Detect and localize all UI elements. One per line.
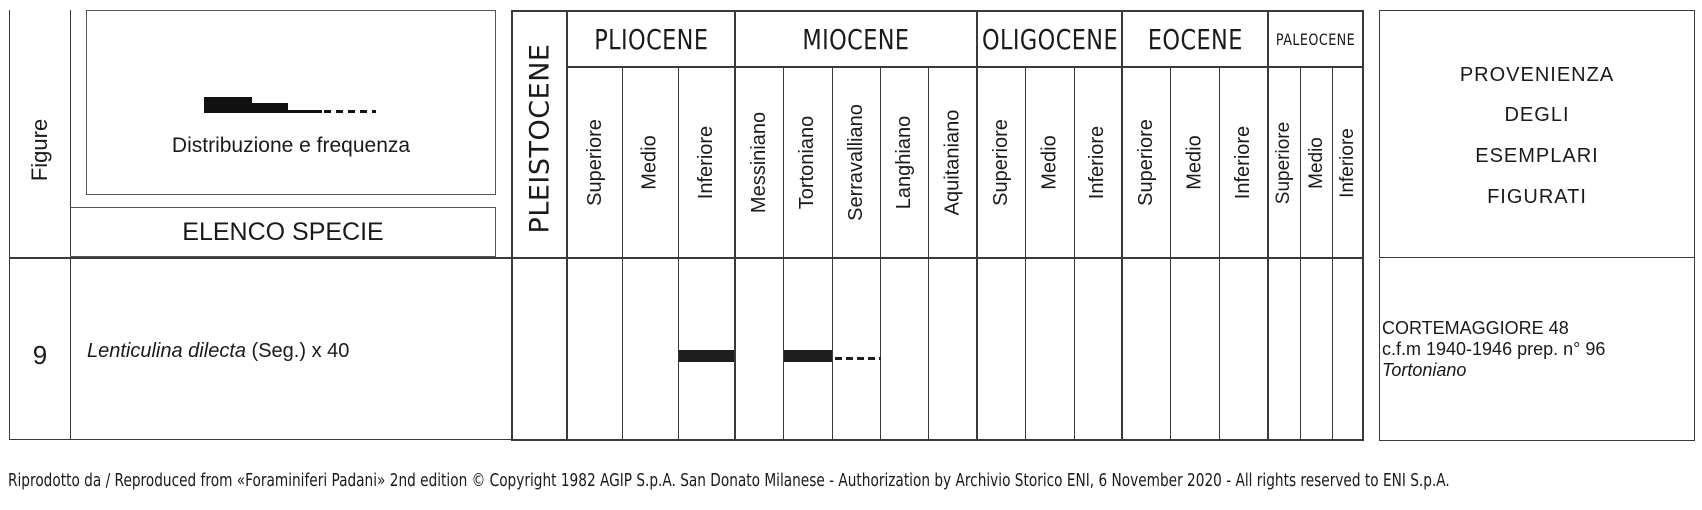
provenance-stage: Tortoniano	[1382, 360, 1467, 380]
stage-eocene-superiore: Superiore	[1135, 119, 1157, 206]
provenance-header-rule	[1379, 257, 1695, 258]
provenance-right-edge	[1694, 10, 1695, 441]
range-bar-tortoniano	[784, 350, 832, 362]
epoch-paleocene: PALEOCENE	[1275, 29, 1356, 49]
provenance-prep: c.f.m 1940-1946 prep. n° 96	[1382, 339, 1606, 359]
range-bar-pliocene-inferiore	[679, 350, 734, 362]
stage-oligocene-superiore: Superiore	[990, 119, 1012, 206]
species-name	[87, 340, 507, 370]
legend-distribution-symbol	[200, 95, 380, 117]
stage-paleocene-inferiore: Inferiore	[1336, 127, 1358, 198]
provenance-header-line2: DEGLI	[1504, 103, 1570, 126]
provenance-header-line4: FIGURATI	[1487, 185, 1587, 208]
copyright-footer	[8, 470, 1702, 496]
epoch-eocene: EOCENE	[1147, 22, 1243, 56]
legend-caption: Distribuzione e frequenza	[171, 134, 411, 157]
header-bottom-rule	[9, 257, 512, 259]
stage-tortoniano: Tortoniano	[796, 115, 819, 210]
provenance-header-line1: PROVENIENZA	[1459, 63, 1615, 86]
figure-number: 9	[32, 339, 48, 370]
epoch-miocene: MIOCENE	[802, 22, 910, 56]
stage-eocene-inferiore: Inferiore	[1232, 125, 1254, 200]
range-dashed-serravalliano	[835, 357, 881, 360]
provenance-header-left-edge	[1379, 10, 1380, 257]
stage-pliocene-inferiore: Inferiore	[695, 125, 717, 200]
stage-pliocene-medio: Medio	[638, 135, 661, 190]
chart-header-rule	[511, 257, 1364, 259]
chart-right-edge	[1362, 10, 1364, 441]
provenance-body-left-edge	[1379, 259, 1380, 441]
provenance-bottom-rule	[1379, 440, 1695, 441]
stage-pliocene-superiore: Superiore	[583, 119, 606, 206]
stage-aquitaniano: Aquitaniano	[941, 109, 963, 216]
stage-oligocene-inferiore: Inferiore	[1086, 125, 1109, 200]
figure-header: Figure	[27, 118, 53, 182]
stage-paleocene-superiore: Superiore	[1273, 121, 1295, 204]
chart-bottom-rule	[511, 439, 1364, 441]
species-author-magnification: (Seg.) x 40	[246, 340, 350, 362]
provenance-header-line3: ESEMPLARI	[1475, 144, 1599, 167]
provenance-text	[1382, 318, 1692, 381]
stage-eocene-medio: Medio	[1183, 135, 1206, 190]
stage-langhiano: Langhiano	[893, 115, 915, 210]
copyright-text: Riprodotto da / Reproduced from «Foraminiferi Padani» 2nd edition © Copyright 1982 AGIP S.p.A. San Donato Milanese - Authorization by Archivio Storico ENI, 6 November 2020 - All rights reserved to ENI S.p.A.	[8, 470, 1450, 491]
stage-serravalliano: Serravalliano	[845, 104, 868, 221]
epoch-pliocene: PLIOCENE	[593, 22, 709, 56]
stage-messiniano: Messiniano	[748, 111, 771, 214]
provenance-locality: CORTEMAGGIORE 48	[1382, 318, 1569, 338]
provenance-top-rule	[1379, 10, 1695, 11]
species-list-header: ELENCO SPECIE	[182, 217, 384, 246]
left-bottom-rule	[9, 439, 512, 440]
stage-oligocene-medio: Medio	[1038, 135, 1061, 190]
species-italic-name: Lenticulina dilecta	[87, 340, 246, 362]
stage-paleocene-medio: Medio	[1305, 136, 1327, 189]
epoch-oligocene: OLIGOCENE	[981, 22, 1118, 56]
pleistocene-header: PLEISTOCENE	[524, 43, 555, 234]
